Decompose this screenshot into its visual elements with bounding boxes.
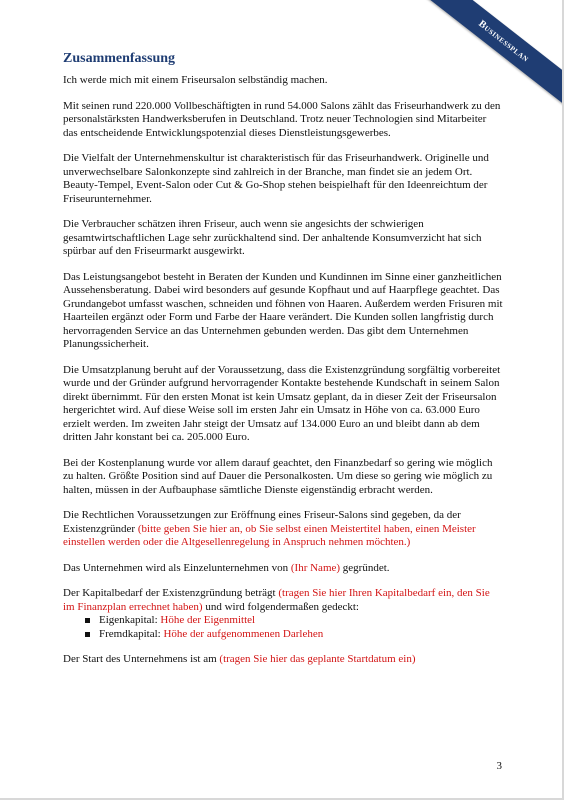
capital-text-end: und wird folgendermaßen gedeckt: [202, 600, 359, 613]
paragraph-founding [63, 562, 503, 576]
founding-text: Das Unternehmen wird als Einzelunternehmen von [63, 561, 291, 574]
start-text: Der Start des Unternehmens ist am [63, 653, 220, 665]
page-number: 3 [496, 760, 502, 772]
paragraph-culture: Die Vielfalt der Unternehmenskultur ist charakteristisch für das Friseurhandwerk. Originelle und unverwechselbare Salonkonzepte sind zahlreich in der Branche, man findet sie an jedem Ort. Beauty-Tempel, Event-Salon oder Cut & Go-Shop stehen beispielhaft für den Ideenreichtum der Friseurunternehmer. [63, 152, 489, 205]
paragraph-capital [63, 587, 503, 614]
paragraph-market: Mit seinen rund 220.000 Vollbeschäftigten in rund 54.000 Salons zählt das Friseurhandwerk zu den personalstärksten Handwerksberufen in Deutschland. Trotz neuer Technologien sind Mitarbeiter das entscheidende Entwicklungspotenzial dieses Dienstleistungsgewerbes. [63, 99, 501, 139]
page-content [63, 50, 503, 679]
paragraph-revenue: Die Umsatzplanung beruht auf der Voraussetzung, dass die Existenzgründung sorgfältig vorbereitet wurde und der Gründer aufgrund hervorragender Kontakte bestehende Kundschaft in seinem Salon direkt übernimmt. Für den ersten Monat ist kein Umsatz geplant, da in dieser Zeit der Friseursalon hergerichtet wird. Auf diese Weise soll im ersten Jahr ein Umsatz in Höhe von ca. 63.000 Euro erzielt werden. Im zweiten Jahr steigt der Umsatz auf 134.000 Euro an und bleibt dann ab dem dritten Jahr konstant bei ca. 205.000 Euro. [63, 363, 501, 443]
banner-label: Businessplan [476, 17, 532, 65]
paragraph-consumers: Die Verbraucher schätzen ihren Friseur, auch wenn sie angesichts der schwierigen gesamtwirtschaftlichen Lage sehr zurückhaltend sind. Der anhaltende Konsumverzicht hat sich spürbar auf den Friseurmarkt ausgewirkt. [63, 218, 482, 257]
equity-placeholder: Höhe der Eigenmittel [160, 614, 256, 626]
legal-text: Die Rechtlichen Voraussetzungen zur Eröffnung eines Friseur-Salons sind gegeben, da der Existenzgründer [63, 509, 461, 535]
debt-placeholder: Höhe der aufgenommenen Darlehen [163, 627, 324, 640]
equity-label: Eigenkapital: [99, 614, 161, 626]
legal-placeholder: (bitte geben Sie hier an, ob Sie selbst einen Meistertitel haben, einen Meister einstellen werden oder die Altgesellenregelung in Anspruch nehmen möchten.) [63, 522, 476, 548]
list-item-equity [99, 614, 503, 628]
start-date-placeholder: (tragen Sie hier das geplante Startdatum ein) [219, 653, 416, 665]
founding-text-end: gegründet. [340, 561, 390, 574]
founder-name-placeholder: (Ihr Name) [290, 561, 341, 574]
paragraph-services: Das Leistungsangebot besteht in Beraten der Kunden und Kundinnen im Sinne einer ganzheitlichen Aussehensberatung. Dabei wird besonders auf gesunde Kopfhaut und auf Haarpflege geachtet. Das Grundangebot umfasst waschen, schneiden und föhnen von Haaren. Außerdem werden Frisuren mit Haarteilen ergänzt oder Form und Farbe der Haare verändert. Die Kunden sollen langfristig durch hervorragenden Service an das Unternehmen gebunden werden. Das gibt dem Unternehmen Planungssicherheit. [63, 270, 503, 350]
debt-label: Fremdkapital: [99, 627, 164, 640]
capital-list [63, 614, 503, 641]
capital-text: Der Kapitalbedarf der Existenzgründung beträgt [63, 587, 279, 599]
capital-placeholder: (tragen Sie hier Ihren Kapitalbedarf ein, den Sie im Finanzplan errechnet haben) [63, 587, 490, 613]
paragraph-legal [63, 509, 503, 550]
section-heading: Zusammenfassung [63, 51, 176, 66]
paragraph-intro: Ich werde mich mit einem Friseursalon selbständig machen. [63, 74, 328, 86]
paragraph-costs: Bei der Kostenplanung wurde vor allem darauf geachtet, den Finanzbedarf so gering wie möglich zu halten. Größte Position sind auf Dauer die Personalkosten. Um diese so gering wie möglich zu halten, müssen in der Aufbauphase sämtliche Dienste eigenständig erbracht werden. [63, 456, 493, 496]
paragraph-start [63, 653, 503, 667]
list-item-debt [99, 628, 503, 642]
